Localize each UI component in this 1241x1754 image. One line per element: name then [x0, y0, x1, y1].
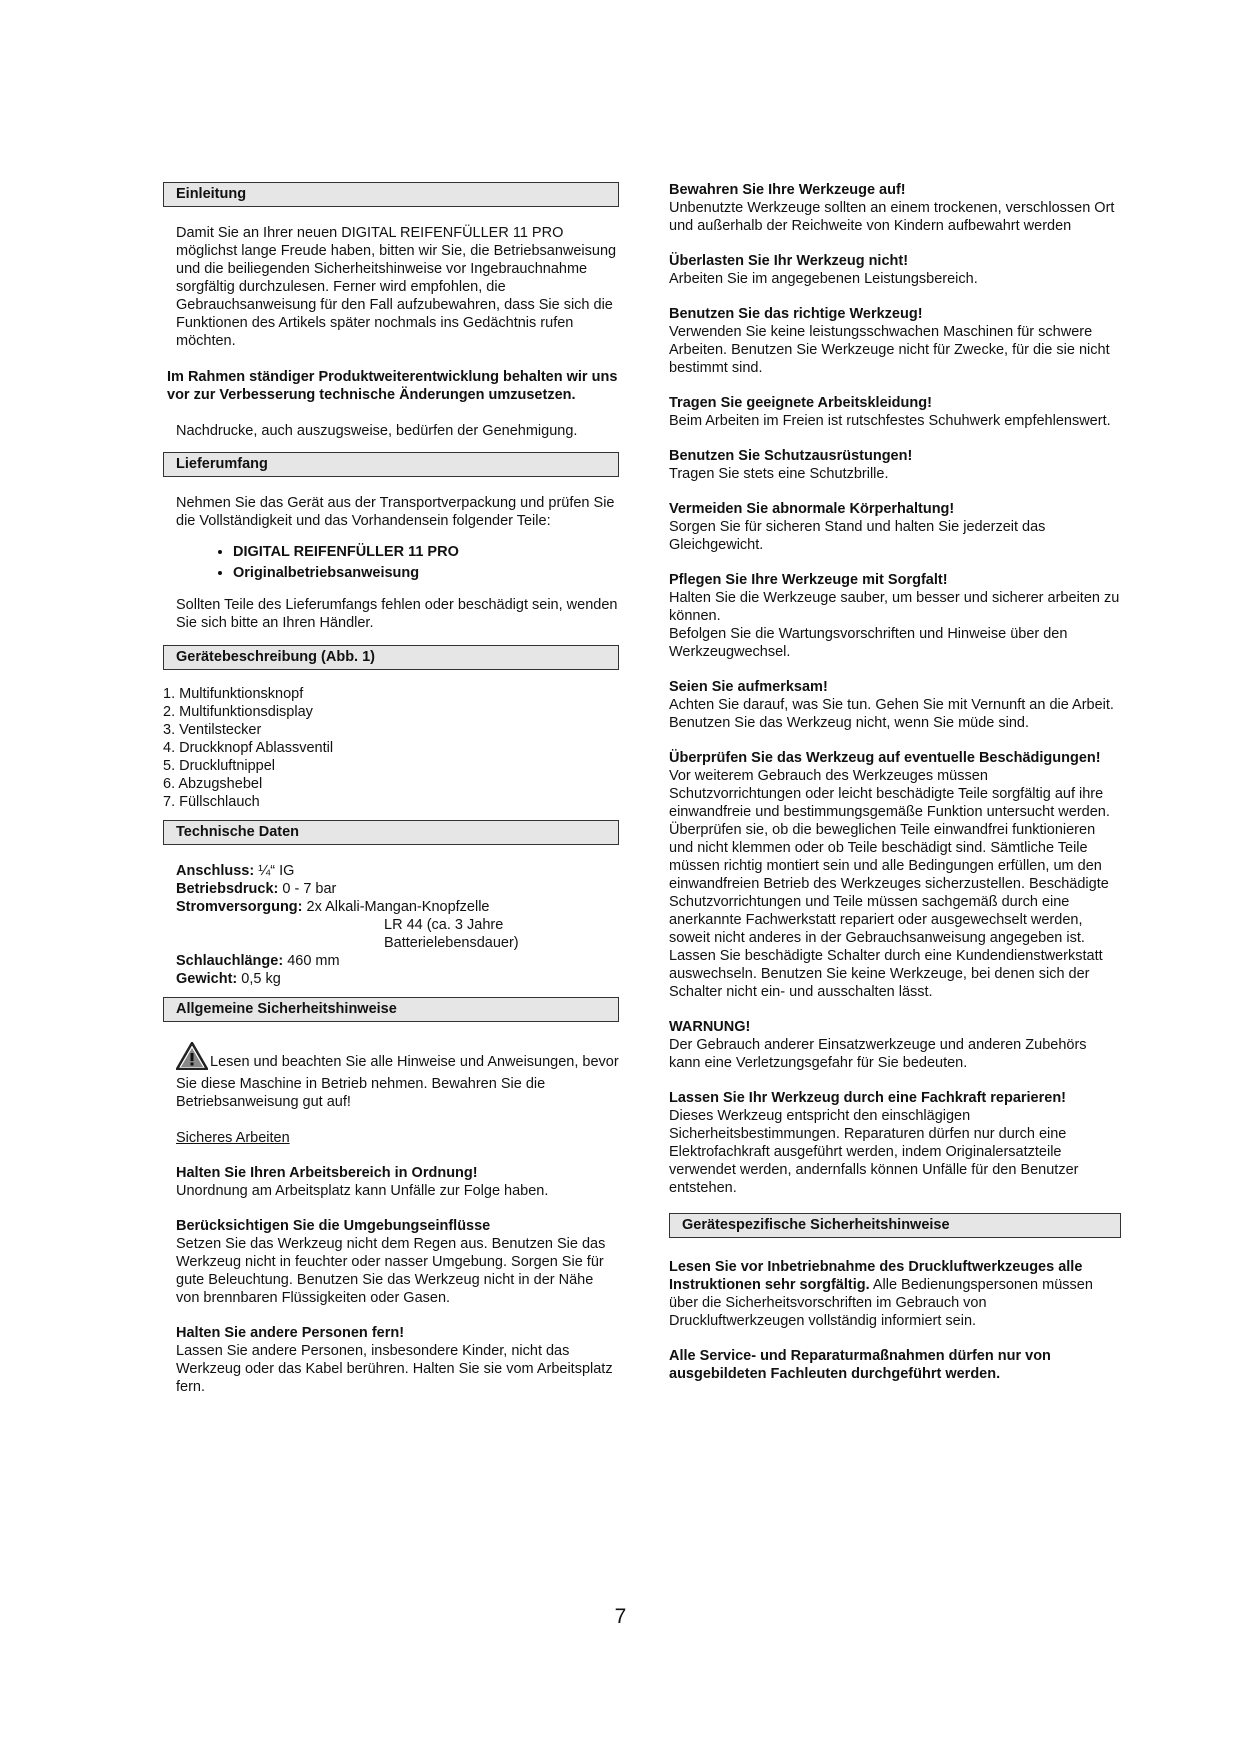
block-text: Lassen Sie andere Personen, insbesondere Kinder, nicht das Werkzeug oder das Kabel berühren. Halten Sie sie vom Arbeitsplatz fern.: [176, 1343, 613, 1395]
heading-technische-daten: Technische Daten: [163, 820, 619, 845]
einleitung-reprint: Nachdrucke, auch auszugsweise, bedürfen der Genehmigung.: [176, 423, 578, 439]
tech-row-gewicht: Gewicht: 0,5 kg: [176, 971, 281, 987]
block-text: Verwenden Sie keine leistungsschwachen Maschinen für schwere Arbeiten. Benutzen Sie Werkzeuge nicht für Zwecke, für die sie nicht bestimmt sind.: [669, 324, 1110, 376]
spez-final: Alle Service- und Reparaturmaßnahmen dürfen nur von ausgebildeten Fachleuten durchgeführt werden.: [669, 1348, 1051, 1382]
tech-row-anschluss: Anschluss: ¼“ IG: [176, 863, 295, 879]
block-text: Befolgen Sie die Wartungsvorschriften und Hinweise über den Werkzeugwechsel.: [669, 626, 1068, 660]
spez-text: Lesen Sie vor Inbetriebnahme des Druckluftwerkzeuges alle Instruktionen sehr sorgfältig. Alle Bedienungspersonen müssen über die Sicherheitsvorschriften im Gebrauch von Druckluftwerkzeugen vollständig informiert sein.: [669, 1259, 1093, 1329]
block-title: Benutzen Sie das richtige Werkzeug!: [669, 306, 923, 322]
block-text: Achten Sie darauf, was Sie tun. Gehen Sie mit Vernunft an die Arbeit. Benutzen Sie das Werkzeug nicht, wenn Sie müde sind.: [669, 697, 1114, 731]
block-title: Überprüfen Sie das Werkzeug auf eventuelle Beschädigungen!: [669, 750, 1101, 766]
list-item: 5. Druckluftnippel: [163, 758, 276, 774]
list-item: 3. Ventilstecker: [163, 722, 262, 738]
warning-block: [163, 1042, 619, 1111]
block-text: Dieses Werkzeug entspricht den einschlägigen Sicherheitsbestimmungen. Reparaturen dürfen nur durch eine Elektrofachkraft ausgeführt werden, indem Originalersatzteile verwendet werden, andernfalls können Unfälle für den Benutzer entstehen.: [669, 1108, 1079, 1196]
block-text: Arbeiten Sie im angegebenen Leistungsbereich.: [669, 271, 978, 287]
warning-text: Lesen und beachten Sie alle Hinweise und Anweisungen, bevor Sie diese Maschine in Betrieb nehmen. Bewahren Sie die Betriebsanweisung gut auf!: [176, 1054, 619, 1110]
list-item: • Originalbetriebsanweisung: [233, 564, 619, 582]
heading-lieferumfang: Lieferumfang: [163, 452, 619, 477]
heading-geraetebeschreibung: Gerätebeschreibung (Abb. 1): [163, 645, 619, 670]
left-column: [163, 182, 619, 1396]
tech-row-strom-2: LR 44 (ca. 3 Jahre: [384, 917, 504, 933]
block-title: Halten Sie andere Personen fern!: [176, 1325, 405, 1341]
tech-row-strom: Stromversorgung: 2x Alkali-Mangan-Knopfzelle: [176, 899, 490, 915]
tech-row-schlauch: Schlauchlänge: 460 mm: [176, 953, 340, 969]
block-title: Tragen Sie geeignete Arbeitskleidung!: [669, 395, 932, 411]
list-item: • DIGITAL REIFENFÜLLER 11 PRO: [233, 543, 619, 561]
tech-row-druck: Betriebsdruck: 0 - 7 bar: [176, 881, 337, 897]
block-text: Tragen Sie stets eine Schutzbrille.: [669, 466, 889, 482]
block-title: WARNUNG!: [669, 1019, 751, 1035]
block-text: Sorgen Sie für sicheren Stand und halten Sie jederzeit das Gleichgewicht.: [669, 519, 1046, 553]
einleitung-intro: Damit Sie an Ihrer neuen DIGITAL REIFENFÜLLER 11 PRO möglichst lange Freude haben, bitten wir Sie, die Betriebsanweisung und die beiliegenden Sicherheitshinweise vor Ingebrauchnahme sorgfältig durchzulesen. Ferner wird empfohlen, die Gebrauchsanweisung für den Fall aufzubewahren, dass Sie sich die Funktionen des Artikels später nochmals ins Gedächtnis rufen möchten.: [176, 225, 617, 349]
einleitung-body: [163, 224, 619, 350]
block-title: Berücksichtigen Sie die Umgebungseinflüsse: [176, 1218, 491, 1234]
parts-list: [163, 685, 619, 811]
block-text: Der Gebrauch anderer Einsatzwerkzeuge und anderen Zubehörs kann eine Verletzungsgefahr für Sie bedeuten.: [669, 1037, 1087, 1071]
block-title: Seien Sie aufmerksam!: [669, 679, 828, 695]
list-item: 2. Multifunktionsdisplay: [163, 704, 313, 720]
warning-triangle-icon: [176, 1042, 208, 1075]
einleitung-bold-note: Im Rahmen ständiger Produktweiterentwicklung behalten wir uns vor zur Verbesserung technische Änderungen umzusetzen.: [167, 369, 618, 403]
heading-geraetespezifisch: Gerätespezifische Sicherheitshinweise: [669, 1213, 1121, 1238]
sicheres-arbeiten-title: Sicheres Arbeiten: [176, 1130, 290, 1146]
heading-einleitung: Einleitung: [163, 182, 619, 207]
block-text: Halten Sie die Werkzeuge sauber, um besser und sicherer arbeiten zu können.: [669, 590, 1120, 624]
block-title: Benutzen Sie Schutzausrüstungen!: [669, 448, 913, 464]
heading-allgemeine-sicherheit: Allgemeine Sicherheitshinweise: [163, 997, 619, 1022]
lieferumfang-missing: Sollten Teile des Lieferumfangs fehlen oder beschädigt sein, wenden Sie sich bitte an Ihren Händler.: [176, 597, 618, 631]
block-text: Unordnung am Arbeitsplatz kann Unfälle zur Folge haben.: [176, 1183, 549, 1199]
block-text: Überprüfen sie, ob die beweglichen Teile einwandfrei funktionieren und nicht klemmen oder ob Teile beschädigt sind. Sämtliche Teile müssen richtig montiert sein und alle Bedingungen erfüllen, um den einwandfreien Betrieb des Werkzeuges sicherzustellen. Beschädigte Schutzvorrichtungen und Teile müssen sachgemäß durch eine anerkannte Fachwerkstatt repariert oder ausgewechselt werden, soweit nicht anderes in der Gebrauchsanweisung angegeben ist. Lassen Sie beschädigte Schalter durch eine Kundendienstwerkstatt auswechseln. Benutzen Sie keine Werkzeuge, bei denen sich der Schalter nicht ein- und ausschalten lässt.: [669, 822, 1109, 1000]
lieferumfang-list: [163, 543, 619, 582]
block-text: Setzen Sie das Werkzeug nicht dem Regen aus. Benutzen Sie das Werkzeug nicht in feuchter oder nasser Umgebung. Sorgen Sie für gute Beleuchtung. Benutzen Sie das Werkzeug nicht in der Nähe von brennbaren Flüssigkeiten oder Gasen.: [176, 1236, 606, 1306]
list-item: 6. Abzugshebel: [163, 776, 263, 792]
block-text: Unbenutzte Werkzeuge sollten an einem trockenen, verschlossen Ort und außerhalb der Reichweite von Kindern aufbewahrt werden: [669, 200, 1115, 234]
right-column: [669, 181, 1121, 1383]
block-title: Bewahren Sie Ihre Werkzeuge auf!: [669, 182, 906, 198]
block-title: Lassen Sie Ihr Werkzeug durch eine Fachkraft reparieren!: [669, 1090, 1067, 1106]
page-number: 7: [614, 1605, 627, 1628]
block-title: Überlasten Sie Ihr Werkzeug nicht!: [669, 253, 909, 269]
block-text: Vor weiterem Gebrauch des Werkzeuges müssen Schutzvorrichtungen oder leicht beschädigte Teile sorgfältig auf ihre einwandfreie und bestimmungsgemäße Funktion untersucht werden.: [669, 768, 1110, 820]
tech-data: [163, 862, 619, 988]
list-item: 4. Druckknopf Ablassventil: [163, 740, 334, 756]
block-title: Halten Sie Ihren Arbeitsbereich in Ordnung!: [176, 1165, 478, 1181]
lieferumfang-text: Nehmen Sie das Gerät aus der Transportverpackung und prüfen Sie die Vollständigkeit und das Vorhandensein folgender Teile:: [176, 495, 615, 529]
list-item: 1. Multifunktionsknopf: [163, 686, 304, 702]
block-title: Pflegen Sie Ihre Werkzeuge mit Sorgfalt!: [669, 572, 948, 588]
block-text: Beim Arbeiten im Freien ist rutschfestes Schuhwerk empfehlenswert.: [669, 413, 1111, 429]
tech-row-strom-3: Batterielebensdauer): [384, 935, 519, 951]
list-item: 7. Füllschlauch: [163, 794, 260, 810]
block-title: Vermeiden Sie abnormale Körperhaltung!: [669, 501, 955, 517]
